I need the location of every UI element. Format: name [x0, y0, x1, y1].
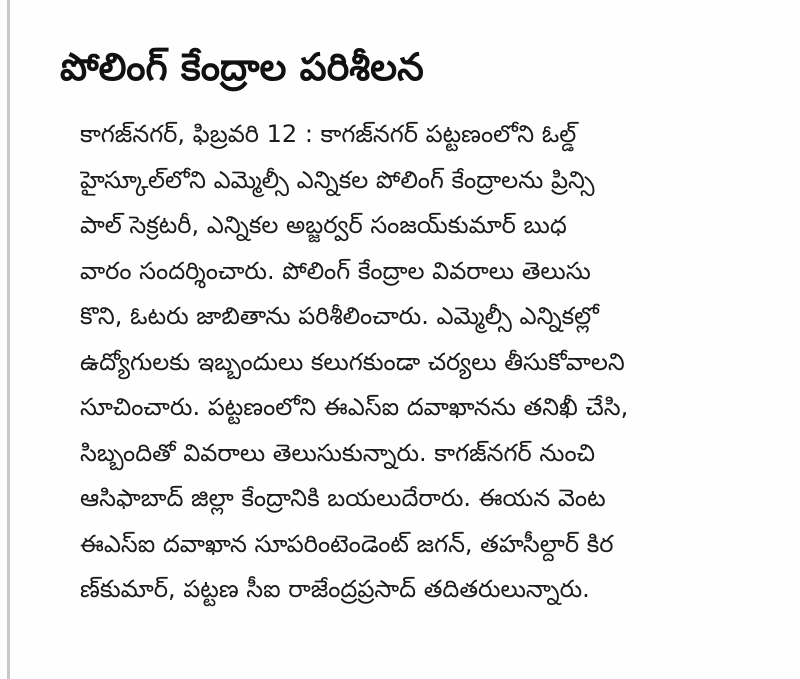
- article-body-line: కొని, ఓటరు జాబితాను పరిశీలించారు. ఎమ్మెల్సీ ఎన్నికల్లో: [80, 302, 599, 330]
- article-body-line: కాగజ్‌నగర్, ఫిబ్రవరి 12 : కాగజ్‌నగర్ పట్టణంలోని ఓల్డ్: [80, 120, 577, 148]
- article-body-line: సూచించారు. పట్టణంలోని ఈఎస్ఐ దవాఖానను తనిఖీ చేసి,: [80, 393, 629, 421]
- article-body-line: ఉద్యోగులకు ఇబ్బందులు కలుగకుండా చర్యలు తీసుకోవాలని: [80, 347, 625, 376]
- article-body-line: ఆసిఫాబాద్ జిల్లా కేంద్రానికి బయలుదేరారు. ఈయన వెంట: [80, 484, 606, 512]
- column-rule: [7, 0, 10, 679]
- article-body-line: వారం సందర్శించారు. పోలింగ్ కేంద్రాల వివరాలు తెలుసు: [80, 256, 591, 285]
- article-body-line: హైస్కూల్‌లోని ఎమ్మెల్సీ ఎన్నికల పోలింగ్ కేంద్రాలను ప్రిన్సి: [80, 165, 595, 194]
- article-body-line: సిబ్బందితో వివరాలు తెలుసుకున్నారు. కాగజ్‌నగర్ నుంచి: [80, 438, 596, 467]
- article-body-line: ఈఎస్ఐ దవాఖాన సూపరింటెండెంట్ జగన్, తహసీల్దార్ కిర: [80, 529, 614, 558]
- article-headline: పోలింగ్ కేంద్రాల పరిశీలన: [60, 45, 424, 89]
- article-body-line: ణ్‌కుమార్, పట్టణ సీఐ రాజేంద్రప్రసాద్ తదితరులున్నారు.: [80, 575, 590, 603]
- article-body-line: పాల్ సెక్రటరీ, ఎన్నికల అబ్జర్వర్ సంజయ్‌కుమార్ బుధ: [80, 211, 567, 239]
- article-body: [80, 112, 770, 613]
